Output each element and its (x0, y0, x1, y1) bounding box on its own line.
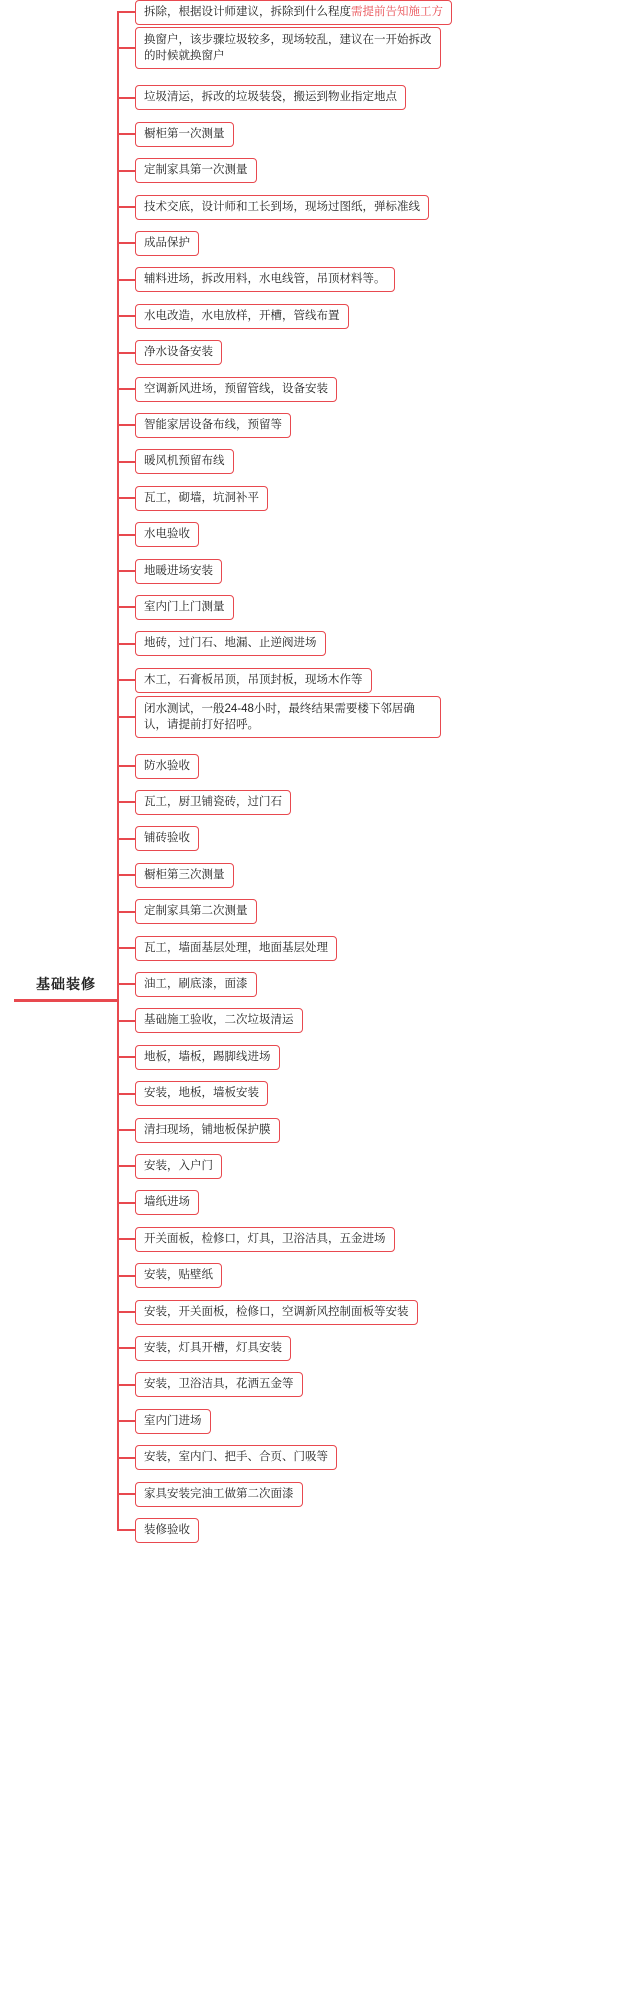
branch-item[interactable] (117, 789, 291, 815)
branch-connector (117, 1420, 135, 1422)
branch-connector (117, 1056, 135, 1058)
branch-label: 室内门进场 (135, 1409, 211, 1434)
branch-connector (117, 242, 135, 244)
branch-label: 装修验收 (135, 1518, 199, 1543)
branch-connector (117, 11, 135, 13)
branch-label: 定制家具第二次测量 (135, 899, 257, 924)
branch-item[interactable] (117, 412, 291, 438)
branch-item[interactable] (117, 1445, 337, 1471)
branch-item[interactable] (117, 1517, 199, 1543)
branch-item[interactable] (117, 826, 199, 852)
branch-connector (117, 983, 135, 985)
branch-connector (117, 1202, 135, 1204)
branch-label: 净水设备安装 (135, 340, 222, 365)
branch-label-highlight: 需提前告知施工方 (351, 5, 443, 18)
branch-connector (117, 170, 135, 172)
branch-connector (117, 1457, 135, 1459)
branch-item[interactable] (117, 753, 199, 779)
branch-label: 定制家具第一次测量 (135, 158, 257, 183)
branch-connector (117, 1129, 135, 1131)
branch-connector (117, 947, 135, 949)
branch-connector (117, 47, 135, 49)
branch-label: 瓦工，厨卫铺瓷砖，过门石 (135, 790, 291, 815)
branch-item[interactable] (117, 631, 326, 657)
branch-label: 水电改造，水电放样，开槽，管线布置 (135, 304, 349, 329)
branch-item[interactable] (117, 1263, 222, 1289)
branch-label: 墙纸进场 (135, 1190, 199, 1215)
branch-item[interactable] (117, 696, 441, 738)
branch-label: 暖风机预留布线 (135, 449, 234, 474)
branch-label: 基础施工验收，二次垃圾清运 (135, 1008, 303, 1033)
branch-connector (117, 206, 135, 208)
branch-label: 室内门上门测量 (135, 595, 234, 620)
branch-item[interactable] (117, 1117, 280, 1143)
branch-label: 地板，墙板，踢脚线进场 (135, 1045, 280, 1070)
branch-label: 橱柜第一次测量 (135, 122, 234, 147)
branch-label: 开关面板，检修口，灯具，卫浴洁具，五金进场 (135, 1227, 395, 1252)
branch-item[interactable] (117, 1481, 303, 1507)
branch-label: 拆除，根据设计师建议，拆除到什么程度需提前告知施工方 (135, 0, 452, 25)
branch-label: 闭水测试，一般24-48小时，最终结果需要楼下邻居确认，请提前打好招呼。 (135, 696, 441, 738)
branch-connector (117, 874, 135, 876)
branch-connector (117, 1020, 135, 1022)
branch-item[interactable] (117, 1008, 303, 1034)
branch-connector (117, 534, 135, 536)
branch-item[interactable] (117, 85, 406, 111)
branch-label: 智能家居设备布线，预留等 (135, 413, 291, 438)
branch-item[interactable] (117, 1408, 211, 1434)
branch-connector (117, 497, 135, 499)
branch-label: 清扫现场，铺地板保护膜 (135, 1118, 280, 1143)
branch-label: 安装，贴壁纸 (135, 1263, 222, 1288)
root-node[interactable] (18, 975, 114, 993)
branch-connector (117, 1165, 135, 1167)
branch-label: 安装，灯具开槽，灯具安装 (135, 1336, 291, 1361)
branch-item[interactable] (117, 594, 234, 620)
branch-label: 安装，卫浴洁具，花洒五金等 (135, 1372, 303, 1397)
branch-connector (117, 1493, 135, 1495)
branch-label: 瓦工，砌墙，坑洞补平 (135, 486, 268, 511)
branch-item[interactable] (117, 667, 372, 693)
branch-label: 辅料进场，拆改用料，水电线管，吊顶材料等。 (135, 267, 395, 292)
branch-connector (117, 765, 135, 767)
branch-item[interactable] (117, 194, 429, 220)
branch-label: 空调新风进场，预留管线，设备安装 (135, 377, 337, 402)
branch-item[interactable] (117, 376, 337, 402)
branch-label: 防水验收 (135, 754, 199, 779)
branch-item[interactable] (117, 303, 349, 329)
branch-item[interactable] (117, 267, 395, 293)
branch-label: 垃圾清运，拆改的垃圾装袋，搬运到物业指定地点 (135, 85, 406, 110)
branch-connector (117, 679, 135, 681)
branch-connector (117, 97, 135, 99)
branch-connector (117, 1529, 135, 1531)
branch-connector (117, 133, 135, 135)
root-node-underline (14, 999, 118, 1002)
branch-item[interactable] (117, 1226, 395, 1252)
branch-connector (117, 911, 135, 913)
branch-item[interactable] (117, 1190, 199, 1216)
branch-connector (117, 838, 135, 840)
branch-connector (117, 352, 135, 354)
branch-connector (117, 315, 135, 317)
branch-label: 地暖进场安装 (135, 559, 222, 584)
root-node-label: 基础装修 (36, 976, 96, 992)
branch-connector (117, 1093, 135, 1095)
branch-label: 换窗户，该步骤垃圾较多，现场较乱，建议在一开始拆改的时候就换窗户 (135, 27, 441, 69)
branch-connector (117, 570, 135, 572)
branch-connector (117, 643, 135, 645)
branch-label: 安装，地板，墙板安装 (135, 1081, 268, 1106)
branch-item[interactable] (117, 971, 257, 997)
branch-connector (117, 424, 135, 426)
branch-connector (117, 279, 135, 281)
branch-label: 安装，入户门 (135, 1154, 222, 1179)
branch-connector (117, 606, 135, 608)
branch-item[interactable] (117, 485, 268, 511)
branch-item[interactable] (117, 1299, 418, 1325)
branch-connector (117, 461, 135, 463)
branch-label: 木工，石膏板吊顶，吊顶封板，现场木作等 (135, 668, 372, 693)
branch-item[interactable] (117, 340, 222, 366)
branch-connector (117, 1311, 135, 1313)
branch-item[interactable] (117, 0, 452, 25)
branch-item[interactable] (117, 1081, 268, 1107)
branch-item[interactable] (117, 522, 199, 548)
branch-connector (117, 388, 135, 390)
branch-item[interactable] (117, 558, 222, 584)
branch-connector (117, 1275, 135, 1277)
branch-item[interactable] (117, 230, 199, 256)
branch-label: 水电验收 (135, 522, 199, 547)
branch-label: 地砖，过门石、地漏、止逆阀进场 (135, 631, 326, 656)
branch-item[interactable] (117, 1372, 303, 1398)
branch-connector (117, 716, 135, 718)
branch-item[interactable] (117, 1153, 222, 1179)
branch-item[interactable] (117, 899, 257, 925)
branch-item[interactable] (117, 1335, 291, 1361)
branch-label: 油工，刷底漆，面漆 (135, 972, 257, 997)
branch-label: 成品保护 (135, 231, 199, 256)
branch-label: 瓦工，墙面基层处理，地面基层处理 (135, 936, 337, 961)
branch-item[interactable] (117, 158, 257, 184)
branch-item[interactable] (117, 27, 441, 69)
branch-label: 橱柜第三次测量 (135, 863, 234, 888)
branch-connector (117, 1347, 135, 1349)
branch-item[interactable] (117, 1044, 280, 1070)
branch-item[interactable] (117, 862, 234, 888)
branch-connector (117, 1384, 135, 1386)
branch-item[interactable] (117, 449, 234, 475)
branch-label: 技术交底，设计师和工长到场，现场过图纸，弹标准线 (135, 195, 429, 220)
branch-label: 安装，室内门、把手、合页、门吸等 (135, 1445, 337, 1470)
branch-label: 安装，开关面板，检修口，空调新风控制面板等安装 (135, 1300, 418, 1325)
branch-item[interactable] (117, 935, 337, 961)
branch-connector (117, 801, 135, 803)
branch-label: 家具安装完油工做第二次面漆 (135, 1482, 303, 1507)
branch-label: 铺砖验收 (135, 826, 199, 851)
branch-connector (117, 1238, 135, 1240)
branch-item[interactable] (117, 121, 234, 147)
